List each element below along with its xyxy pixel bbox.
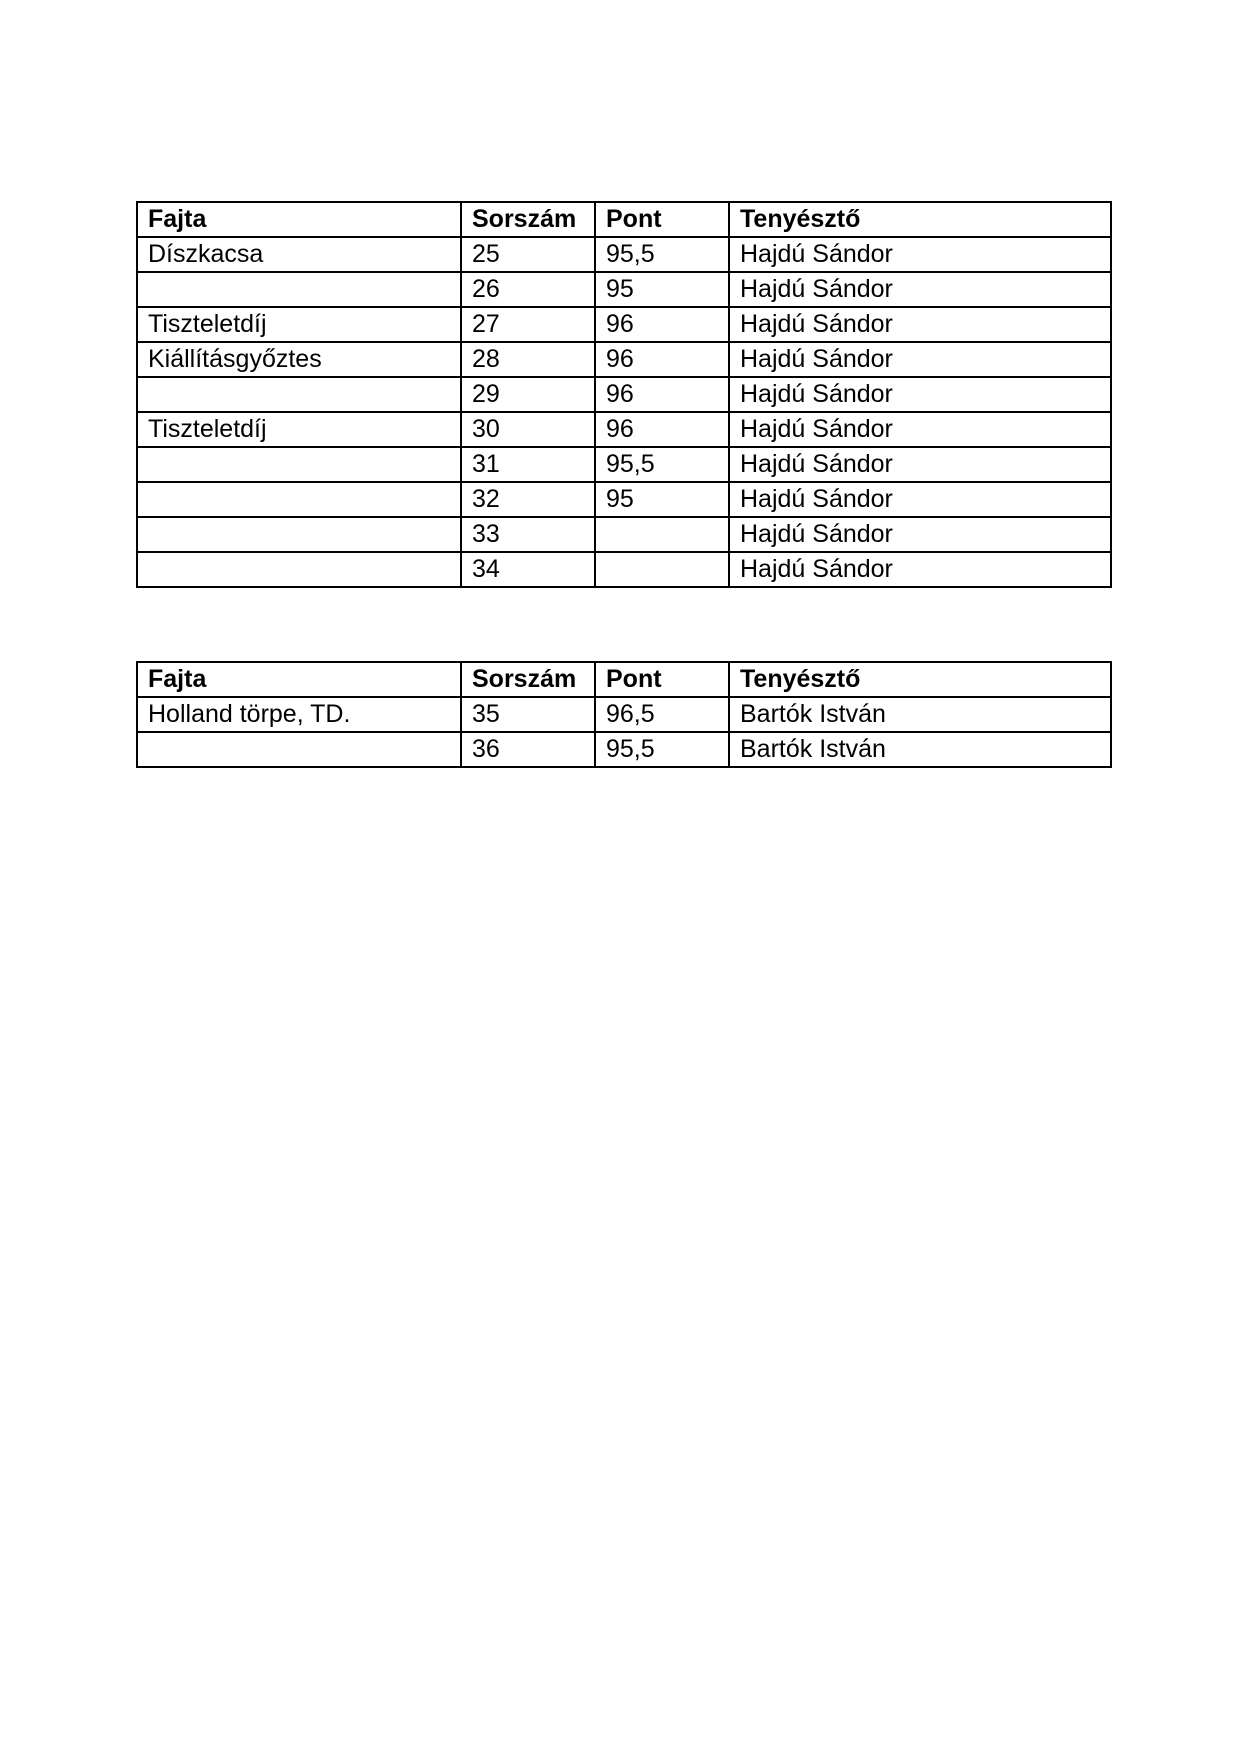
cell-tenyeszto: Hajdú Sándor [729, 307, 1111, 342]
table-row [137, 447, 1111, 482]
table-row [137, 272, 1111, 307]
table-row [137, 412, 1111, 447]
header-sorszam: Sorszám [461, 662, 595, 697]
cell-tenyeszto: Hajdú Sándor [729, 412, 1111, 447]
cell-sorszam: 36 [461, 732, 595, 767]
table-row [137, 482, 1111, 517]
cell-fajta [137, 272, 461, 307]
header-tenyeszto: Tenyésztő [729, 662, 1111, 697]
cell-pont: 96 [595, 412, 729, 447]
table-body [137, 237, 1111, 587]
cell-tenyeszto: Bartók István [729, 732, 1111, 767]
cell-fajta: Tiszteletdíj [137, 307, 461, 342]
table-row [137, 377, 1111, 412]
header-sorszam: Sorszám [461, 202, 595, 237]
cell-fajta: Holland törpe, TD. [137, 697, 461, 732]
cell-tenyeszto: Hajdú Sándor [729, 482, 1111, 517]
header-pont: Pont [595, 202, 729, 237]
cell-fajta [137, 447, 461, 482]
cell-tenyeszto: Bartók István [729, 697, 1111, 732]
cell-pont: 96 [595, 377, 729, 412]
cell-sorszam: 30 [461, 412, 595, 447]
header-tenyeszto: Tenyésztő [729, 202, 1111, 237]
cell-fajta: Tiszteletdíj [137, 412, 461, 447]
cell-tenyeszto: Hajdú Sándor [729, 552, 1111, 587]
cell-sorszam: 35 [461, 697, 595, 732]
table-row [137, 307, 1111, 342]
table-row [137, 237, 1111, 272]
table-row [137, 697, 1111, 732]
table-header [137, 662, 1111, 697]
cell-tenyeszto: Hajdú Sándor [729, 272, 1111, 307]
table-row [137, 552, 1111, 587]
cell-pont: 96 [595, 307, 729, 342]
cell-pont: 95,5 [595, 732, 729, 767]
cell-sorszam: 28 [461, 342, 595, 377]
cell-pont: 95,5 [595, 237, 729, 272]
header-row [137, 202, 1111, 237]
header-pont: Pont [595, 662, 729, 697]
cell-sorszam: 29 [461, 377, 595, 412]
cell-tenyeszto: Hajdú Sándor [729, 377, 1111, 412]
cell-fajta [137, 732, 461, 767]
table-row [137, 517, 1111, 552]
cell-sorszam: 25 [461, 237, 595, 272]
cell-sorszam: 27 [461, 307, 595, 342]
cell-fajta: Kiállításgyőztes [137, 342, 461, 377]
cell-pont [595, 552, 729, 587]
cell-tenyeszto: Hajdú Sándor [729, 447, 1111, 482]
cell-pont: 95 [595, 272, 729, 307]
header-fajta: Fajta [137, 662, 461, 697]
cell-sorszam: 31 [461, 447, 595, 482]
cell-sorszam: 26 [461, 272, 595, 307]
results-table-2 [136, 661, 1112, 768]
cell-fajta [137, 552, 461, 587]
cell-tenyeszto: Hajdú Sándor [729, 342, 1111, 377]
cell-sorszam: 33 [461, 517, 595, 552]
cell-pont [595, 517, 729, 552]
header-row [137, 662, 1111, 697]
cell-fajta [137, 377, 461, 412]
cell-fajta: Díszkacsa [137, 237, 461, 272]
table-header [137, 202, 1111, 237]
table-body [137, 697, 1111, 767]
cell-sorszam: 34 [461, 552, 595, 587]
cell-sorszam: 32 [461, 482, 595, 517]
cell-pont: 96 [595, 342, 729, 377]
cell-fajta [137, 517, 461, 552]
header-fajta: Fajta [137, 202, 461, 237]
cell-pont: 95 [595, 482, 729, 517]
results-table-1 [136, 201, 1112, 588]
table-row [137, 732, 1111, 767]
cell-tenyeszto: Hajdú Sándor [729, 237, 1111, 272]
cell-fajta [137, 482, 461, 517]
cell-tenyeszto: Hajdú Sándor [729, 517, 1111, 552]
cell-pont: 96,5 [595, 697, 729, 732]
cell-pont: 95,5 [595, 447, 729, 482]
table-row [137, 342, 1111, 377]
